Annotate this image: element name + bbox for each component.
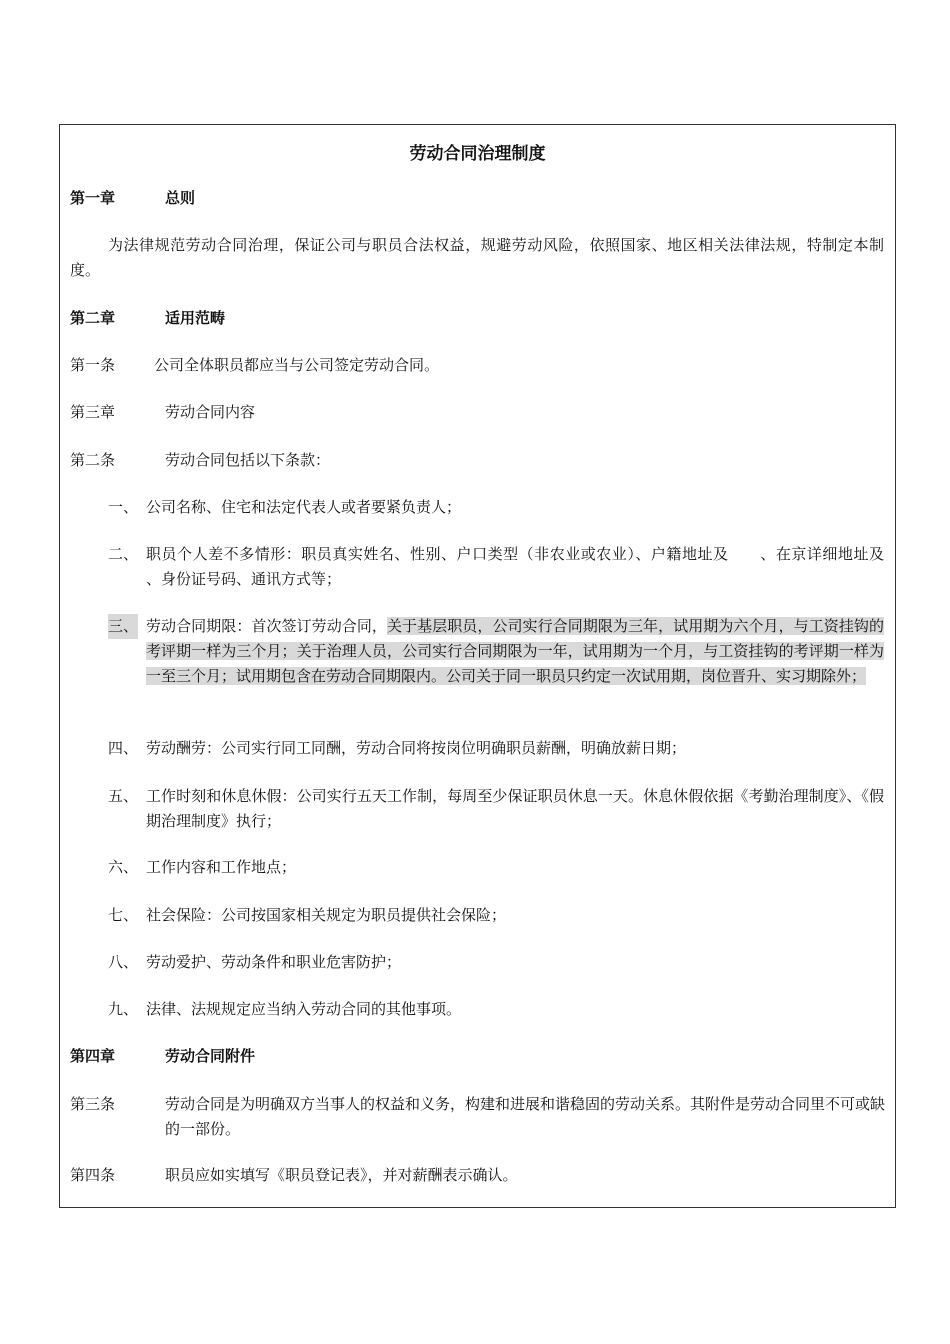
item-text: [146, 614, 884, 689]
item-text-start: 劳动合同期限：首次签订劳动合同，: [146, 617, 387, 635]
item-number: 三、: [108, 614, 138, 639]
highlighted-text: 关于基层职员，公司实行合同期限为三年，试用期为六个月，与工资挂钩的考评期一样为三个月；关于治理人员，公司实行合同期限为一年，试用期为一个月，与工资挂钩的考评期一样为一至三个月；试用期包含在劳动合同期限内。公司关于同一职员只约定一次试用期，岗位晋升、实习期除外；: [146, 617, 884, 685]
document-title: 劳动合同治理制度: [409, 144, 546, 164]
article-label: 第二条: [70, 451, 116, 469]
item-number: 八、: [108, 953, 139, 971]
item-text: 工作时刻和休息休假：公司实行五天工作制，每周至少保证职员休息一天。休息休假依据《考勤治理制度》、《假期治理制度》执行；: [146, 787, 884, 830]
item-number: 一、: [108, 498, 139, 516]
item-text: 工作内容和工作地点；: [146, 858, 297, 876]
document-frame: [59, 124, 913, 1208]
item-number: 五、: [108, 787, 139, 805]
chapter-label: 第一章: [70, 189, 116, 207]
item-text: 社会保险：公司按国家相关规定为职员提供社会保险；: [146, 906, 507, 924]
item-text: 职员个人差不多情形：职员真实姓名、性别、户口类型（非农业或农业）、户籍地址及 、在京详细地址及 、身份证号码、通讯方式等；: [146, 545, 913, 588]
article-text: 劳动合同是为明确双方当事人的权益和义务，构建和进展和谐稳固的劳动关系。其附件是劳动合同里不可或缺的一部份。: [165, 1095, 886, 1138]
item-number: 九、: [108, 1000, 139, 1018]
item-number: 七、: [108, 906, 139, 924]
article-label: 第三条: [70, 1095, 116, 1113]
chapter-name: 适用范畴: [165, 309, 226, 327]
chapter-name: 总则: [165, 189, 196, 207]
item-number: 二、: [108, 545, 139, 563]
item-text: 法律、法规规定应当纳入劳动合同的其他事项。: [146, 1000, 462, 1018]
item-text: 劳动酬劳：公司实行同工同酬，劳动合同将按岗位明确职员薪酬，明确放薪日期；: [146, 739, 687, 757]
item-number: 六、: [108, 858, 139, 876]
item-number: 四、: [108, 739, 139, 757]
chapter-name: 劳动合同内容: [165, 403, 256, 421]
article-label: 第四条: [70, 1166, 116, 1184]
chapter-name: 劳动合同附件: [165, 1047, 256, 1065]
chapter-label: 第三章: [70, 403, 116, 421]
article-text: 职员应如实填写《职员登记表》，并对薪酬表示确认。: [165, 1166, 518, 1184]
chapter-label: 第四章: [70, 1047, 116, 1065]
article-text: 公司全体职员都应当与公司签定劳动合同。: [154, 356, 440, 374]
chapter-label: 第二章: [70, 309, 116, 327]
item-text: 公司名称、住宅和法定代表人或者要紧负责人；: [146, 498, 462, 516]
intro-paragraph: 为法律规范劳动合同治理，保证公司与职员合法权益，规避劳动风险，依照国家、地区相关法律法规，特制定本制度。: [70, 236, 884, 279]
article-label: 第一条: [70, 356, 116, 374]
item-text: 劳动爱护、劳动条件和职业危害防护；: [146, 953, 402, 971]
article-text: 劳动合同包括以下条款：: [165, 451, 331, 469]
